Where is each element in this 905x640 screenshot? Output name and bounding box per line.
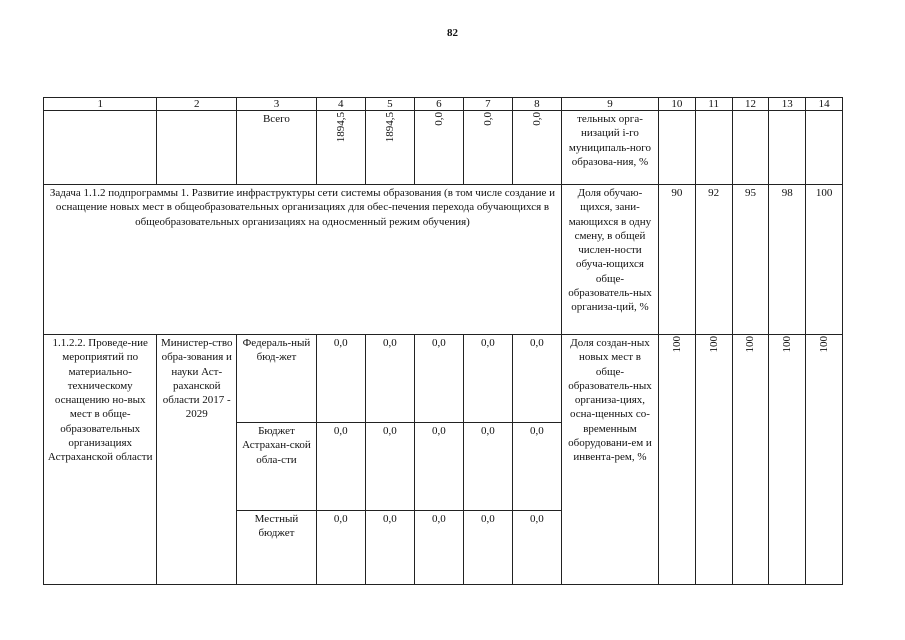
target-value: 100 — [806, 185, 843, 335]
total-value-cell: 1894,5 — [316, 111, 365, 185]
indicator-cell: Доля обучаю-щихся, зани-мающихся в одну смену, в общей числен-ности обуча-ющихся обще-образователь-ных организа-ций, % — [561, 185, 658, 335]
header-cell: 8 — [512, 98, 561, 111]
target-value: 98 — [769, 185, 806, 335]
header-cell: 14 — [806, 98, 843, 111]
funding-value: 0,0 — [463, 511, 512, 585]
header-cell: 13 — [769, 98, 806, 111]
funding-value: 0,0 — [512, 511, 561, 585]
total-value-cell: 0,0 — [414, 111, 463, 185]
funding-value: 0,0 — [365, 335, 414, 423]
empty-cell — [659, 111, 696, 185]
target-value-cell: 100 — [806, 335, 843, 585]
funding-value: 0,0 — [463, 423, 512, 511]
indicator-cell: Доля создан-ных новых мест в обще-образователь-ных организа-циях, осна-щенных со-временным оборудовани-ем и инвента-рем, % — [561, 335, 658, 585]
funding-source: Федераль-ный бюд-жет — [237, 335, 317, 423]
empty-cell — [44, 111, 157, 185]
indicator-cell: тельных орга-низаций i-го муниципаль-ного образова-ния, % — [561, 111, 658, 185]
empty-cell — [695, 111, 732, 185]
total-value-cell: 1894,5 — [365, 111, 414, 185]
header-cell: 6 — [414, 98, 463, 111]
total-row — [44, 111, 843, 185]
empty-cell — [806, 111, 843, 185]
empty-cell — [769, 111, 806, 185]
target-value-cell: 100 — [769, 335, 806, 585]
target-value-cell: 100 — [732, 335, 769, 585]
header-cell: 12 — [732, 98, 769, 111]
funding-value: 0,0 — [365, 423, 414, 511]
funding-value: 0,0 — [316, 423, 365, 511]
header-cell: 2 — [157, 98, 237, 111]
funding-source: Местный бюджет — [237, 511, 317, 585]
target-value: 92 — [695, 185, 732, 335]
funding-value: 0,0 — [316, 335, 365, 423]
funding-value: 0,0 — [414, 335, 463, 423]
task-description: Задача 1.1.2 подпрограммы 1. Развитие инфраструктуры сети системы образования (в том числе создание и оснащение новых мест в общеобразовательных организациях для обес-печения перехода обучающихся в общеобразовательных организациях на односменный режим обучения) — [44, 185, 562, 335]
empty-cell — [157, 111, 237, 185]
header-cell: 3 — [237, 98, 317, 111]
header-cell: 9 — [561, 98, 658, 111]
funding-value: 0,0 — [316, 511, 365, 585]
task-row — [44, 185, 843, 335]
funding-value: 0,0 — [414, 423, 463, 511]
funding-value: 0,0 — [414, 511, 463, 585]
target-value: 95 — [732, 185, 769, 335]
header-cell: 7 — [463, 98, 512, 111]
total-value-cell: 0,0 — [512, 111, 561, 185]
measure-name: 1.1.2.2. Проведе-ние мероприятий по материально-техническому оснащению но-вых мест в обще-образовательных организациях Астраханской области — [44, 335, 157, 585]
program-table — [43, 97, 843, 585]
total-value-cell: 0,0 — [463, 111, 512, 185]
funding-value: 0,0 — [512, 423, 561, 511]
header-cell: 1 — [44, 98, 157, 111]
funding-source: Бюджет Астрахан-ской обла-сти — [237, 423, 317, 511]
header-cell: 10 — [659, 98, 696, 111]
target-value-cell: 100 — [659, 335, 696, 585]
page-number: 82 — [447, 27, 458, 39]
funding-value: 0,0 — [365, 511, 414, 585]
target-value-cell: 100 — [695, 335, 732, 585]
funding-value: 0,0 — [512, 335, 561, 423]
measure-row-federal — [44, 335, 843, 423]
total-label: Всего — [237, 111, 317, 185]
target-value: 90 — [659, 185, 696, 335]
header-cell: 5 — [365, 98, 414, 111]
header-cell: 11 — [695, 98, 732, 111]
executor-cell: Министер-ство обра-зования и науки Аст-раханской области 2017 - 2029 — [157, 335, 237, 585]
funding-value: 0,0 — [463, 335, 512, 423]
empty-cell — [732, 111, 769, 185]
header-row — [44, 98, 843, 111]
header-cell: 4 — [316, 98, 365, 111]
